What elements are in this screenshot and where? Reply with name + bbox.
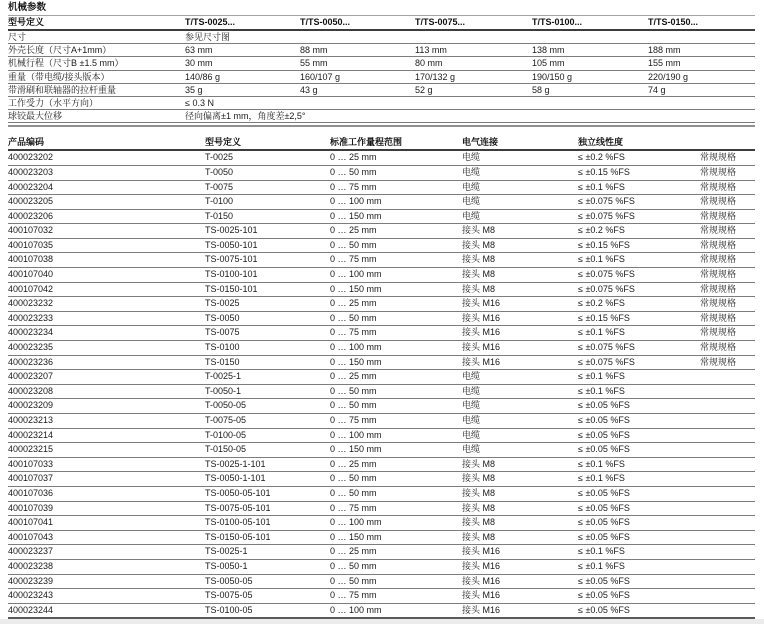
cell-linearity: ≤ ±0.075 %FS — [578, 342, 635, 353]
table-row — [8, 414, 755, 429]
cell-range: 0 … 150 mm — [330, 356, 382, 367]
table-row — [8, 224, 755, 239]
cell-model: T-0075 — [205, 181, 234, 192]
cell-connection: 接头 M16 — [462, 327, 501, 338]
cell-model: TS-0100 — [205, 342, 240, 353]
mech-row-span-value: ≤ 0.3 N — [185, 97, 214, 108]
cell-linearity: ≤ ±0.05 %FS — [578, 502, 630, 513]
mech-table-body — [8, 31, 755, 123]
mech-header-model-3: T/TS-0075... — [415, 17, 466, 27]
cell-connection: 电缆 — [462, 400, 481, 411]
mech-row-value-4: 58 g — [532, 84, 550, 95]
cell-range: 0 … 25 mm — [330, 225, 377, 236]
cell-linearity: ≤ ±0.05 %FS — [578, 590, 630, 601]
cell-range: 0 … 150 mm — [330, 210, 382, 221]
cell-range: 0 … 75 mm — [330, 590, 377, 601]
mech-row-value-2: 160/107 g — [300, 71, 341, 82]
cell-grade: 常规规格 — [700, 312, 737, 323]
cell-grade: 常规规格 — [700, 254, 737, 265]
cell-model: TS-0050-05-101 — [205, 487, 271, 498]
cell-model: TS-0100-05-101 — [205, 517, 271, 528]
mech-row-label: 球铰最大位移 — [8, 111, 63, 122]
cell-range: 0 … 50 mm — [330, 575, 377, 586]
cell-range: 0 … 100 mm — [330, 269, 382, 280]
cell-model: TS-0050 — [205, 312, 240, 323]
cell-connection: 接头 M16 — [462, 604, 501, 615]
cell-model: TS-0075-05-101 — [205, 502, 271, 513]
cell-range: 0 … 25 mm — [330, 298, 377, 309]
cell-linearity: ≤ ±0.075 %FS — [578, 283, 635, 294]
cell-product-code: 400107042 — [8, 283, 54, 294]
table-row — [8, 560, 755, 575]
cell-model: TS-0050-1 — [205, 560, 248, 571]
cell-range: 0 … 100 mm — [330, 429, 382, 440]
product-header-code: 产品编码 — [8, 137, 45, 148]
cell-connection: 接头 M16 — [462, 560, 501, 571]
cell-linearity: ≤ ±0.05 %FS — [578, 415, 630, 425]
mech-row-label: 尺寸 — [8, 32, 27, 42]
cell-connection: 接头 M16 — [462, 312, 501, 323]
cell-model: TS-0100-05 — [205, 604, 253, 615]
mech-row-label: 带滑刷和联轴器的拉杆重量 — [8, 84, 117, 95]
mech-row-value-4: 138 mm — [532, 45, 565, 56]
mech-row-span-value: 参见尺寸图 — [185, 32, 231, 42]
cell-model: T-0050-1 — [205, 385, 242, 396]
cell-linearity: ≤ ±0.2 %FS — [578, 298, 625, 309]
mech-row-value-5: 74 g — [648, 84, 666, 95]
mech-row-label: 机械行程（尺寸B ±1.5 mm） — [8, 58, 124, 69]
mech-table-title: 机械参数 — [8, 2, 47, 13]
mech-table — [8, 15, 755, 123]
product-header-model: 型号定义 — [205, 137, 242, 148]
cell-connection: 电缆 — [462, 371, 481, 382]
cell-model: T-0075-05 — [205, 415, 247, 425]
cell-range: 0 … 25 mm — [330, 546, 377, 557]
cell-linearity: ≤ ±0.1 %FS — [578, 181, 625, 192]
product-table-body — [8, 151, 755, 619]
cell-product-code: 400023234 — [8, 327, 54, 338]
cell-linearity: ≤ ±0.1 %FS — [578, 473, 625, 484]
cell-connection: 接头 M8 — [462, 225, 496, 236]
table-row — [8, 151, 755, 166]
cell-product-code: 400107043 — [8, 531, 54, 542]
cell-model: TS-0100-101 — [205, 269, 258, 280]
cell-range: 0 … 50 mm — [330, 312, 377, 323]
cell-linearity: ≤ ±0.1 %FS — [578, 546, 625, 557]
mech-row-value-2: 55 mm — [300, 58, 328, 69]
cell-model: TS-0050-05 — [205, 575, 253, 586]
table-row — [8, 516, 755, 531]
cell-connection: 接头 M8 — [462, 473, 496, 484]
cell-product-code: 400023207 — [8, 371, 54, 382]
mech-table-row — [8, 57, 755, 70]
mech-header-label: 型号定义 — [8, 17, 45, 27]
cell-product-code: 400107032 — [8, 225, 54, 236]
mech-row-value-4: 105 mm — [532, 58, 565, 69]
cell-product-code: 400023202 — [8, 152, 54, 163]
cell-product-code: 400107033 — [8, 458, 54, 469]
cell-linearity: ≤ ±0.075 %FS — [578, 356, 635, 367]
cell-model: TS-0075 — [205, 327, 240, 338]
mech-header-model-4: T/TS-0100... — [532, 17, 583, 27]
cell-grade: 常规规格 — [700, 225, 737, 236]
cell-linearity: ≤ ±0.1 %FS — [578, 385, 625, 396]
table-row — [8, 385, 755, 400]
cell-grade: 常规规格 — [700, 181, 737, 192]
cell-product-code: 400107037 — [8, 473, 54, 484]
cell-range: 0 … 100 mm — [330, 604, 382, 615]
cell-connection: 接头 M16 — [462, 342, 501, 353]
cell-model: T-0100-05 — [205, 429, 247, 440]
cell-model: T-0100 — [205, 196, 234, 207]
cell-range: 0 … 100 mm — [330, 517, 382, 528]
mech-row-label: 外壳长度（尺寸A+1mm） — [8, 45, 112, 56]
cell-linearity: ≤ ±0.05 %FS — [578, 517, 630, 528]
cell-linearity: ≤ ±0.2 %FS — [578, 152, 625, 163]
table-row — [8, 472, 755, 487]
mech-row-value-1: 140/86 g — [185, 71, 221, 82]
table-row — [8, 487, 755, 502]
cell-linearity: ≤ ±0.075 %FS — [578, 210, 635, 221]
cell-connection: 电缆 — [462, 210, 481, 221]
table-row — [8, 341, 755, 356]
mech-table-row — [8, 31, 755, 44]
cell-range: 0 … 50 mm — [330, 385, 377, 396]
cell-connection: 接头 M16 — [462, 575, 501, 586]
mech-row-value-3: 113 mm — [415, 45, 447, 56]
cell-range: 0 … 50 mm — [330, 473, 377, 484]
cell-range: 0 … 100 mm — [330, 342, 382, 353]
table-row — [8, 370, 755, 385]
cell-linearity: ≤ ±0.15 %FS — [578, 239, 630, 250]
cell-product-code: 400107041 — [8, 517, 54, 528]
cell-connection: 电缆 — [462, 415, 481, 425]
cell-linearity: ≤ ±0.05 %FS — [578, 400, 630, 411]
cell-grade: 常规规格 — [700, 298, 737, 309]
table-row — [8, 575, 755, 590]
cell-connection: 电缆 — [462, 429, 481, 440]
mech-row-value-1: 63 mm — [185, 45, 213, 56]
cell-product-code: 400023243 — [8, 590, 54, 601]
cell-linearity: ≤ ±0.1 %FS — [578, 327, 625, 338]
cell-model: T-0150 — [205, 210, 234, 221]
cell-model: T-0050 — [205, 166, 234, 177]
mech-table-row — [8, 110, 755, 123]
cell-model: TS-0150-05-101 — [205, 531, 271, 542]
mech-table-row — [8, 97, 755, 110]
bottom-strip — [0, 619, 764, 624]
spec-sheet — [8, 0, 755, 619]
table-row — [8, 181, 755, 196]
cell-product-code: 400023235 — [8, 342, 54, 353]
cell-linearity: ≤ ±0.05 %FS — [578, 429, 630, 440]
cell-range: 0 … 50 mm — [330, 560, 377, 571]
product-header-connection: 电气连接 — [462, 137, 499, 148]
mech-row-value-1: 35 g — [185, 84, 203, 95]
cell-range: 0 … 50 mm — [330, 400, 377, 411]
cell-range: 0 … 50 mm — [330, 239, 377, 250]
table-row — [8, 545, 755, 560]
cell-product-code: 400023205 — [8, 196, 54, 207]
cell-product-code: 400023244 — [8, 604, 54, 615]
table-row — [8, 399, 755, 414]
cell-model: TS-0075-101 — [205, 254, 258, 265]
mech-header-model-5: T/TS-0150... — [648, 17, 699, 27]
mech-table-row — [8, 84, 755, 97]
table-row — [8, 502, 755, 517]
cell-model: TS-0150 — [205, 356, 240, 367]
mech-row-value-3: 170/132 g — [415, 71, 456, 82]
cell-model: TS-0075-05 — [205, 590, 253, 601]
cell-linearity: ≤ ±0.05 %FS — [578, 531, 630, 542]
cell-model: T-0050-05 — [205, 400, 247, 411]
table-row — [8, 326, 755, 341]
table-row — [8, 195, 755, 210]
cell-product-code: 400023208 — [8, 385, 54, 396]
cell-grade: 常规规格 — [700, 342, 737, 353]
table-row — [8, 604, 755, 620]
mech-row-value-3: 52 g — [415, 84, 433, 95]
mech-row-label: 工作受力（水平方向） — [8, 97, 99, 108]
table-row — [8, 589, 755, 604]
mech-header-model-1: T/TS-0025... — [185, 17, 236, 27]
cell-linearity: ≤ ±0.1 %FS — [578, 458, 625, 469]
mech-row-value-1: 30 mm — [185, 58, 213, 69]
cell-linearity: ≤ ±0.1 %FS — [578, 560, 625, 571]
cell-connection: 接头 M16 — [462, 298, 501, 309]
table-row — [8, 283, 755, 298]
cell-model: TS-0050-101 — [205, 239, 258, 250]
cell-model: TS-0025-1 — [205, 546, 248, 557]
mech-row-value-5: 188 mm — [648, 45, 681, 56]
table-row — [8, 458, 755, 473]
cell-range: 0 … 25 mm — [330, 458, 377, 469]
cell-range: 0 … 150 mm — [330, 444, 382, 455]
mech-table-header — [8, 15, 755, 31]
mech-row-label: 重量（带电缆/接头版本） — [8, 71, 110, 82]
product-header-linearity: 独立线性度 — [578, 137, 624, 148]
cell-range: 0 … 75 mm — [330, 181, 377, 192]
cell-product-code: 400107040 — [8, 269, 54, 280]
cell-connection: 接头 M8 — [462, 517, 496, 528]
cell-model: T-0025-1 — [205, 371, 242, 382]
mech-table-row — [8, 71, 755, 84]
mech-row-span-value: 径向偏离±1 mm，角度差±2,5° — [185, 111, 306, 122]
cell-product-code: 400023239 — [8, 575, 54, 586]
table-row — [8, 210, 755, 225]
mech-header-model-2: T/TS-0050... — [300, 17, 351, 27]
cell-grade: 常规规格 — [700, 283, 737, 294]
cell-product-code: 400107039 — [8, 502, 54, 513]
cell-product-code: 400023215 — [8, 444, 54, 455]
table-row — [8, 312, 755, 327]
cell-connection: 电缆 — [462, 385, 481, 396]
cell-range: 0 … 25 mm — [330, 371, 377, 382]
table-row — [8, 531, 755, 546]
product-header-range: 标准工作量程范围 — [330, 137, 403, 148]
cell-range: 0 … 75 mm — [330, 254, 377, 265]
table-row — [8, 239, 755, 254]
mech-row-value-4: 190/150 g — [532, 71, 573, 82]
cell-product-code: 400023236 — [8, 356, 54, 367]
table-row — [8, 356, 755, 371]
table-row — [8, 429, 755, 444]
cell-linearity: ≤ ±0.075 %FS — [578, 269, 635, 280]
cell-model: TS-0025-101 — [205, 225, 258, 236]
cell-linearity: ≤ ±0.15 %FS — [578, 312, 630, 323]
cell-product-code: 400023206 — [8, 210, 54, 221]
cell-linearity: ≤ ±0.1 %FS — [578, 371, 625, 382]
cell-connection: 电缆 — [462, 196, 481, 207]
cell-product-code: 400023209 — [8, 400, 54, 411]
cell-model: TS-0025 — [205, 298, 240, 309]
cell-model: T-0150-05 — [205, 444, 247, 455]
cell-connection: 接头 M8 — [462, 531, 496, 542]
cell-range: 0 … 75 mm — [330, 502, 377, 513]
mech-row-value-3: 80 mm — [415, 58, 443, 69]
mech-row-value-2: 88 mm — [300, 45, 328, 56]
cell-product-code: 400023204 — [8, 181, 54, 192]
cell-product-code: 400023232 — [8, 298, 54, 309]
cell-connection: 接头 M8 — [462, 487, 496, 498]
cell-connection: 电缆 — [462, 166, 481, 177]
mech-row-value-5: 220/190 g — [648, 71, 689, 82]
cell-grade: 常规规格 — [700, 327, 737, 338]
cell-linearity: ≤ ±0.1 %FS — [578, 254, 625, 265]
cell-product-code: 400023214 — [8, 429, 54, 440]
cell-linearity: ≤ ±0.075 %FS — [578, 196, 635, 207]
cell-connection: 接头 M8 — [462, 254, 496, 265]
product-table-header — [8, 136, 755, 151]
cell-product-code: 400023238 — [8, 560, 54, 571]
cell-grade: 常规规格 — [700, 269, 737, 280]
cell-linearity: ≤ ±0.05 %FS — [578, 444, 630, 455]
cell-connection: 接头 M8 — [462, 502, 496, 513]
cell-range: 0 … 25 mm — [330, 152, 377, 163]
cell-model: TS-0025-1-101 — [205, 458, 266, 469]
cell-connection: 接头 M16 — [462, 356, 501, 367]
cell-connection: 电缆 — [462, 181, 481, 192]
table-row — [8, 253, 755, 268]
cell-product-code: 400107036 — [8, 487, 54, 498]
cell-connection: 接头 M8 — [462, 458, 496, 469]
table-row — [8, 166, 755, 181]
cell-connection: 接头 M8 — [462, 283, 496, 294]
cell-range: 0 … 100 mm — [330, 196, 382, 207]
cell-connection: 接头 M8 — [462, 269, 496, 280]
mech-table-end-rule — [8, 123, 755, 127]
cell-range: 0 … 150 mm — [330, 283, 382, 294]
cell-grade: 常规规格 — [700, 239, 737, 250]
cell-connection: 电缆 — [462, 444, 481, 455]
cell-linearity: ≤ ±0.05 %FS — [578, 604, 630, 615]
cell-product-code: 400107038 — [8, 254, 54, 265]
cell-product-code: 400107035 — [8, 239, 54, 250]
cell-grade: 常规规格 — [700, 196, 737, 207]
product-table — [8, 136, 755, 619]
cell-grade: 常规规格 — [700, 152, 737, 163]
mech-row-value-5: 155 mm — [648, 58, 681, 69]
cell-linearity: ≤ ±0.05 %FS — [578, 575, 630, 586]
cell-model: TS-0150-101 — [205, 283, 258, 294]
cell-product-code: 400023213 — [8, 415, 54, 425]
mech-table-row — [8, 44, 755, 57]
cell-range: 0 … 75 mm — [330, 415, 377, 425]
cell-linearity: ≤ ±0.2 %FS — [578, 225, 625, 236]
cell-connection: 接头 M16 — [462, 546, 501, 557]
cell-grade: 常规规格 — [700, 166, 737, 177]
cell-grade: 常规规格 — [700, 356, 737, 367]
cell-connection: 接头 M8 — [462, 239, 496, 250]
cell-model: TS-0050-1-101 — [205, 473, 266, 484]
cell-range: 0 … 50 mm — [330, 487, 377, 498]
cell-connection: 电缆 — [462, 152, 481, 163]
table-row — [8, 297, 755, 312]
mech-row-value-2: 43 g — [300, 84, 318, 95]
cell-connection: 接头 M16 — [462, 590, 501, 601]
cell-product-code: 400023233 — [8, 312, 54, 323]
cell-model: T-0025 — [205, 152, 234, 163]
table-row — [8, 443, 755, 458]
cell-product-code: 400023237 — [8, 546, 54, 557]
cell-linearity: ≤ ±0.05 %FS — [578, 487, 630, 498]
cell-range: 0 … 75 mm — [330, 327, 377, 338]
cell-range: 0 … 150 mm — [330, 531, 382, 542]
cell-range: 0 … 50 mm — [330, 166, 377, 177]
cell-product-code: 400023203 — [8, 166, 54, 177]
cell-linearity: ≤ ±0.15 %FS — [578, 166, 630, 177]
table-row — [8, 268, 755, 283]
cell-grade: 常规规格 — [700, 210, 737, 221]
